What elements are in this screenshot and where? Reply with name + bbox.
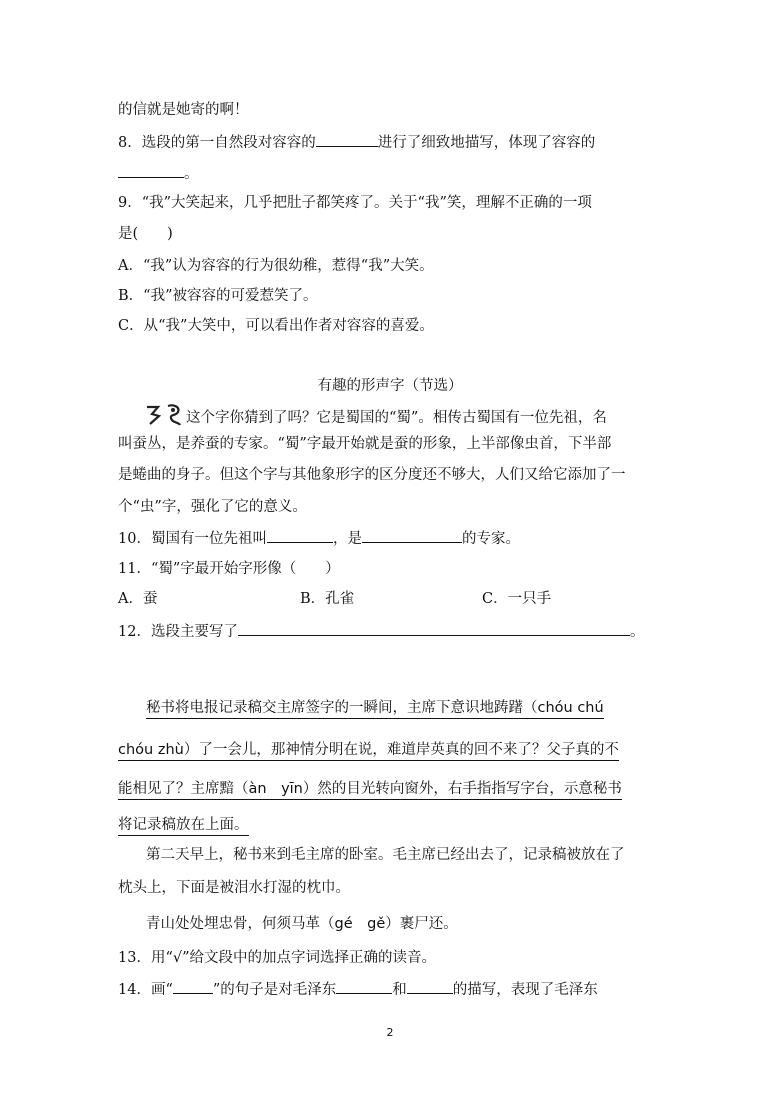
text: ）裹尸还。: [385, 916, 458, 932]
text: 2: [386, 1026, 394, 1039]
text: 13．用“√”给文段中的加点字词选择正确的读音。: [118, 950, 437, 966]
passage-title: [0, 374, 780, 395]
text: 的描写，表现了毛泽东: [452, 982, 598, 998]
text: 秘书将电报记录稿交主席签字的一瞬间，主席下意识地踌躇（: [146, 700, 538, 716]
paragraph-line: [118, 465, 626, 485]
text: 第二天早上，秘书来到毛主席的卧室。毛主席已经出去了，记录稿被放在了: [146, 847, 625, 863]
question-11-options: [118, 589, 552, 609]
paragraph-line: [144, 404, 607, 432]
paragraph-line: [118, 434, 611, 454]
option-c: C．一只手: [482, 591, 552, 607]
text: 这个字你猜到了吗？它是蜀国的“蜀”。相传古蜀国有一位先祖，名: [186, 410, 607, 426]
question-8-cont: [118, 163, 199, 184]
text: 14．画“: [118, 982, 173, 998]
answer-blank[interactable]: [173, 979, 213, 994]
text: 个“虫”字，强化了它的意义。: [118, 499, 307, 515]
ancient-shu-character-icon: [144, 404, 186, 432]
text: 枕头上，下面是被泪水打湿的枕巾。: [118, 880, 350, 896]
paragraph-line: [118, 878, 350, 898]
question-10: [118, 528, 520, 549]
poem-line: [146, 914, 458, 934]
text: 和: [392, 982, 407, 998]
text: 是蜷曲的身子。但这个字与其他象形字的区分度还不够大，人们又给它添加了一: [118, 467, 626, 483]
question-11: [118, 559, 340, 579]
option-b: B．孔雀: [300, 591, 355, 607]
question-12: [118, 621, 644, 642]
question-9-cont: [118, 224, 173, 244]
text: 将记录稿放在上面。: [118, 817, 249, 833]
text: A．“我”认为容容的行为很幼稚，惹得“我”大笑。: [118, 258, 434, 274]
text: 是( ): [118, 226, 173, 242]
text: ）然的目光转向窗外，右手指指写字台，示意秘书: [302, 781, 622, 797]
answer-blank[interactable]: [362, 528, 462, 543]
text: 。: [184, 166, 199, 182]
pinyin-option: àn yīn: [248, 781, 303, 797]
underlined-sentence: [118, 740, 619, 760]
option-c: [118, 316, 434, 336]
text: 的专家。: [461, 531, 520, 547]
question-9: [118, 193, 592, 213]
pinyin-option: chóu zhù: [118, 742, 184, 758]
answer-blank[interactable]: [316, 132, 378, 147]
text: 。: [629, 624, 645, 640]
answer-blank[interactable]: [118, 163, 184, 178]
question-14: [118, 979, 598, 1000]
answer-blank[interactable]: [238, 621, 630, 636]
text: ”的句子是对毛泽东: [212, 982, 337, 998]
text: 10．蜀国有一位先祖叫: [118, 531, 267, 547]
text: ）了一会儿，那神情分明在说，难道岸英真的回不来了？父子真的不: [183, 742, 619, 758]
text-line: [118, 100, 249, 120]
text: 叫蚕丛，是养蚕的专家。“蜀”字最开始就是蚕的形象，上半部像虫首，下半部: [118, 436, 612, 452]
underlined-sentence: [118, 815, 249, 835]
answer-blank[interactable]: [336, 979, 392, 994]
text: 8．选段的第一自然段对容容的: [118, 135, 316, 151]
text: 12．选段主要写了: [118, 624, 238, 640]
text: 有趣的形声字（节选）: [317, 378, 463, 394]
paragraph-line: [118, 497, 307, 517]
text: 9．“我”大笑起来，几乎把肚子都笑疼了。关于“我”笑，理解不正确的一项: [118, 195, 592, 211]
page-number: [0, 1026, 780, 1039]
paragraph-line: [146, 845, 625, 865]
text: 的信就是她寄的啊！: [118, 102, 249, 118]
text: B．“我”被容容的可爱惹笑了。: [118, 288, 318, 304]
pinyin-option: chóu chú: [537, 700, 604, 716]
text: 进行了细致地描写，体现了容容的: [377, 135, 596, 151]
option-a: [118, 256, 434, 276]
answer-blank[interactable]: [267, 528, 333, 543]
question-13: [118, 948, 436, 968]
underlined-sentence: [146, 698, 604, 718]
text: C．从“我”大笑中，可以看出作者对容容的喜爱。: [118, 318, 434, 334]
question-8: [118, 132, 595, 153]
option-a: A．蚕: [118, 591, 158, 607]
text: ，是: [332, 531, 362, 547]
pinyin-option: gé gě: [334, 916, 386, 932]
underlined-sentence: [118, 779, 622, 799]
text: 青山处处埋忠骨，何须马革（: [146, 916, 335, 932]
answer-blank[interactable]: [407, 979, 453, 994]
option-b: [118, 286, 317, 306]
text: 11．“蜀”字最开始字形像（ ）: [118, 561, 340, 577]
text: 能相见了？主席黯（: [118, 781, 249, 797]
